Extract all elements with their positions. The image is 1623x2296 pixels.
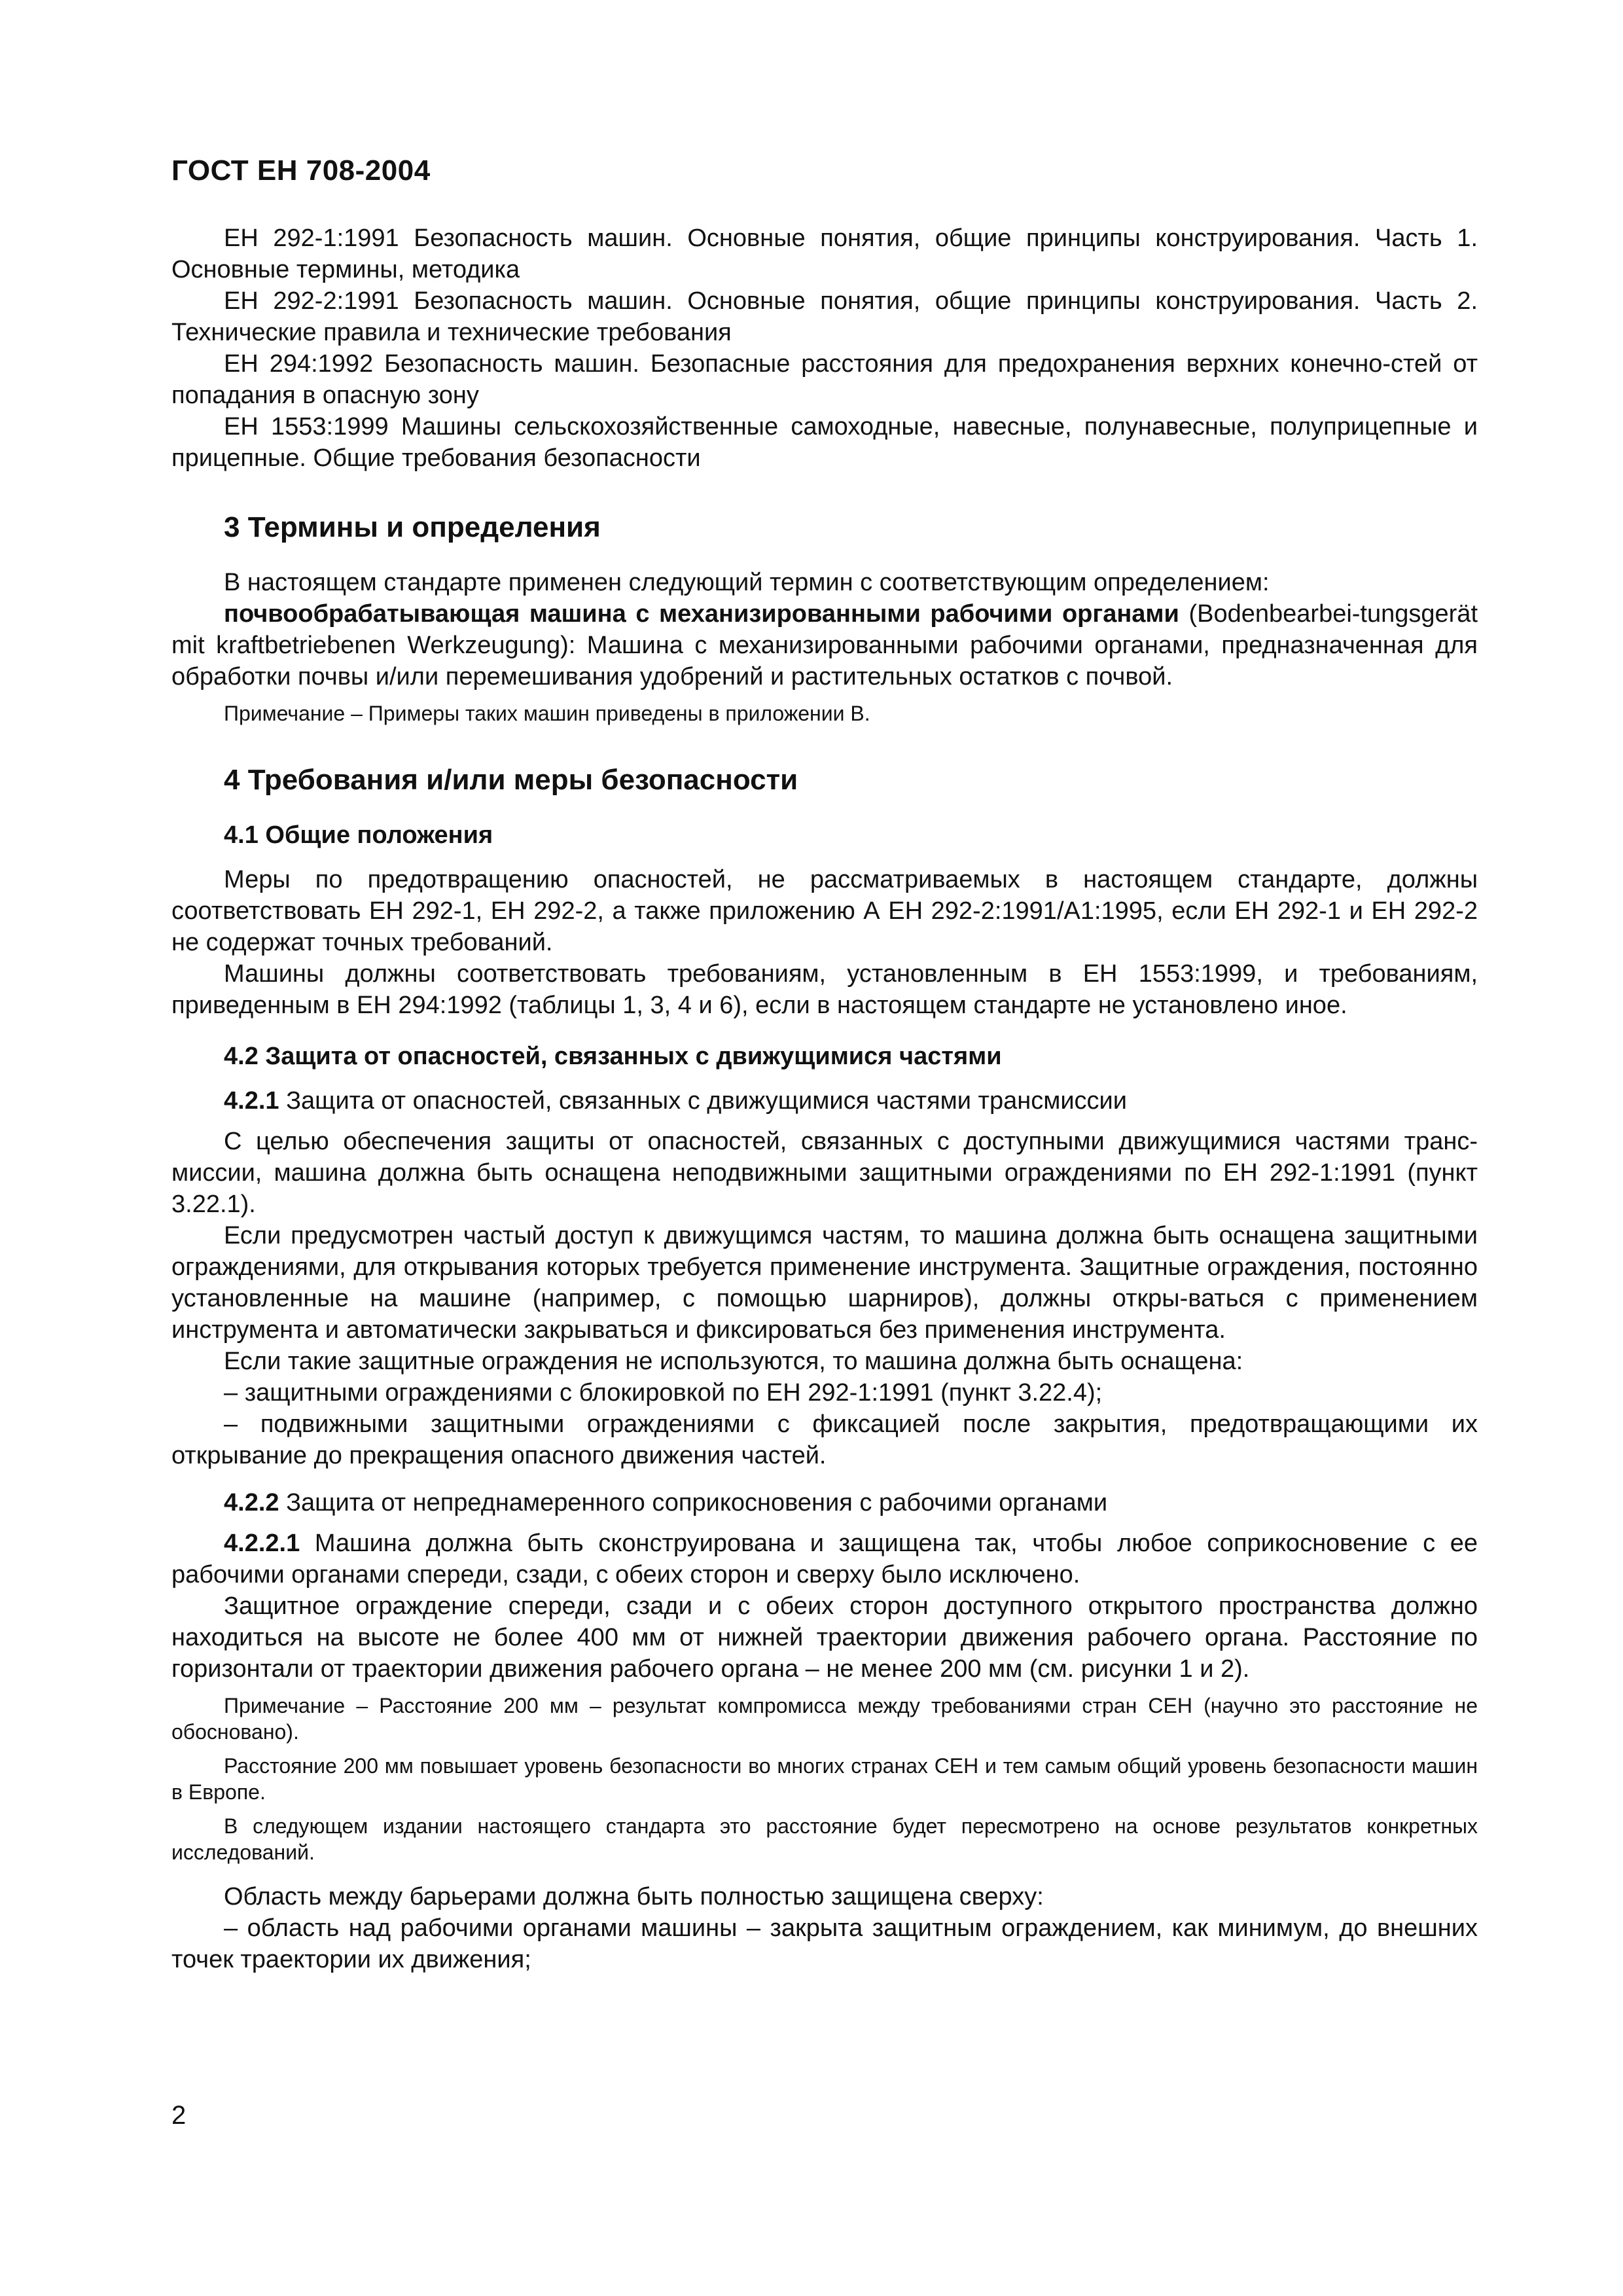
document-body xyxy=(171,223,1478,1975)
page-number: 2 xyxy=(171,2101,187,2130)
reference-2: ЕН 292-2:1991 Безопасность машин. Основные понятия, общие принципы конструирования. Часть 2. Технические правила и технические требования xyxy=(171,287,1478,346)
section-3-intro: В настоящем стандарте применен следующий термин с соответствующим определением: xyxy=(224,569,1270,596)
term-definition-text: (Bodenbearbei-tungsgerät mit kraftbetriebenen Werkzeugung): Машина с механизированными рабочими органами, предназначенная для обработки почвы и/или перемешивания удобрений и растительных остатков с почвой. xyxy=(171,600,1478,691)
reference-3: ЕН 294:1992 Безопасность машин. Безопасные расстояния для предохранения верхних конечно-стей от попадания в опасную зону xyxy=(171,350,1478,409)
list-item-3: – область над рабочими органами машины – закрыта защитным ограждением, как минимум, до внешних точек траектории их движения; xyxy=(171,1914,1478,1973)
section-4-2-1-title: Защита от опасностей, связанных с движущимися частями трансмиссии xyxy=(279,1087,1128,1115)
section-4-2-2-heading xyxy=(171,1487,1478,1518)
section-3-note: Примечание – Примеры таких машин приведены в приложении В. xyxy=(224,702,870,725)
section-4-2-1-paragraph-3: Если такие защитные ограждения не используются, то машина должна быть оснащена: xyxy=(224,1348,1243,1375)
section-3-heading: 3 Термины и определения xyxy=(224,511,601,543)
section-4-2-2-paragraph-2: Защитное ограждение спереди, сзади и с обеих сторон доступного открытого пространства должно находиться на высоте не более 400 мм от нижней траектории движения рабочего органа. Расстояние по горизонтали от траектории движения рабочего органа – не менее 200 мм (см. рисунки 1 и 2). xyxy=(171,1592,1478,1683)
note-3: В следующем издании настоящего стандарта это расстояние будет пересмотрено на основе результатов конкретных исследований. xyxy=(171,1814,1478,1864)
list-item-1: – защитными ограждениями с блокировкой по ЕН 292-1:1991 (пункт 3.22.4); xyxy=(224,1379,1103,1407)
section-4-2-heading: 4.2 Защита от опасностей, связанных с движущимися частями xyxy=(224,1043,1002,1070)
section-4-2-2-number: 4.2.2 xyxy=(224,1489,279,1516)
note-2: Расстояние 200 мм повышает уровень безопасности во многих странах СЕН и тем самым общий уровень безопасности машин в Европе. xyxy=(171,1754,1478,1804)
term-name: почвообрабатывающая машина с механизированными рабочими органами xyxy=(224,600,1179,628)
section-4-2-1-heading xyxy=(171,1085,1478,1117)
document-header: ГОСТ ЕН 708-2004 xyxy=(171,154,431,187)
reference-1: ЕН 292-1:1991 Безопасность машин. Основные понятия, общие принципы конструирования. Часть 1. Основные термины, методика xyxy=(171,224,1478,283)
section-4-1-paragraph-2: Машины должны соответствовать требованиям, установленным в ЕН 1553:1999, и требованиям, приведенным в ЕН 294:1992 (таблицы 1, 3, 4 и 6), если в настоящем стандарте не установлено иное. xyxy=(171,960,1478,1019)
section-4-2-1-paragraph-1: С целью обеспечения защиты от опасностей, связанных с доступными движущимися частями транс-миссии, машина должна быть оснащена неподвижными защитными ограждениями по ЕН 292-1:1991 (пункт 3.22.1). xyxy=(171,1128,1478,1218)
section-4-1-heading: 4.1 Общие положения xyxy=(224,821,493,849)
section-4-heading: 4 Требования и/или меры безопасности xyxy=(224,764,798,796)
section-4-2-2-1-paragraph xyxy=(171,1528,1478,1590)
term-definition xyxy=(171,598,1478,692)
section-4-2-2-title: Защита от непреднамеренного соприкосновения с рабочими органами xyxy=(279,1489,1108,1516)
section-4-2-1-number: 4.2.1 xyxy=(224,1087,279,1115)
section-4-1-paragraph-1: Меры по предотвращению опасностей, не рассматриваемых в настоящем стандарте, должны соответствовать ЕН 292-1, ЕН 292-2, а также приложению А ЕН 292-2:1991/А1:1995, если ЕН 292-1 и ЕН 292-2 не содержат точных требований. xyxy=(171,866,1478,956)
section-4-2-2-paragraph-3: Область между барьерами должна быть полностью защищена сверху: xyxy=(224,1883,1044,1910)
list-item-2: – подвижными защитными ограждениями с фиксацией после закрытия, предотвращающими их открывание до прекращения опасного движения частей. xyxy=(171,1410,1478,1469)
section-4-2-1-paragraph-2: Если предусмотрен частый доступ к движущимся частям, то машина должна быть оснащена защитными ограждениями, для открывания которых требуется применение инструмента. Защитные ограждения, постоянно установленные на машине (например, с помощью шарниров), должны откры-ваться с применением инструмента и автоматически закрываться и фиксироваться без применения инструмента. xyxy=(171,1222,1478,1344)
reference-4: ЕН 1553:1999 Машины сельскохозяйственные самоходные, навесные, полунавесные, полуприцепные и прицепные. Общие требования безопасности xyxy=(171,413,1478,472)
note-1: Примечание – Расстояние 200 мм – результат компромисса между требованиями стран СЕН (научно это расстояние не обосновано). xyxy=(171,1694,1478,1744)
section-4-2-2-1-text: Машина должна быть сконструирована и защищена так, чтобы любое соприкосновение с ее рабочими органами спереди, сзади, с обеих сторон и сверху было исключено. xyxy=(171,1530,1478,1588)
section-4-2-2-1-number: 4.2.2.1 xyxy=(224,1530,300,1557)
